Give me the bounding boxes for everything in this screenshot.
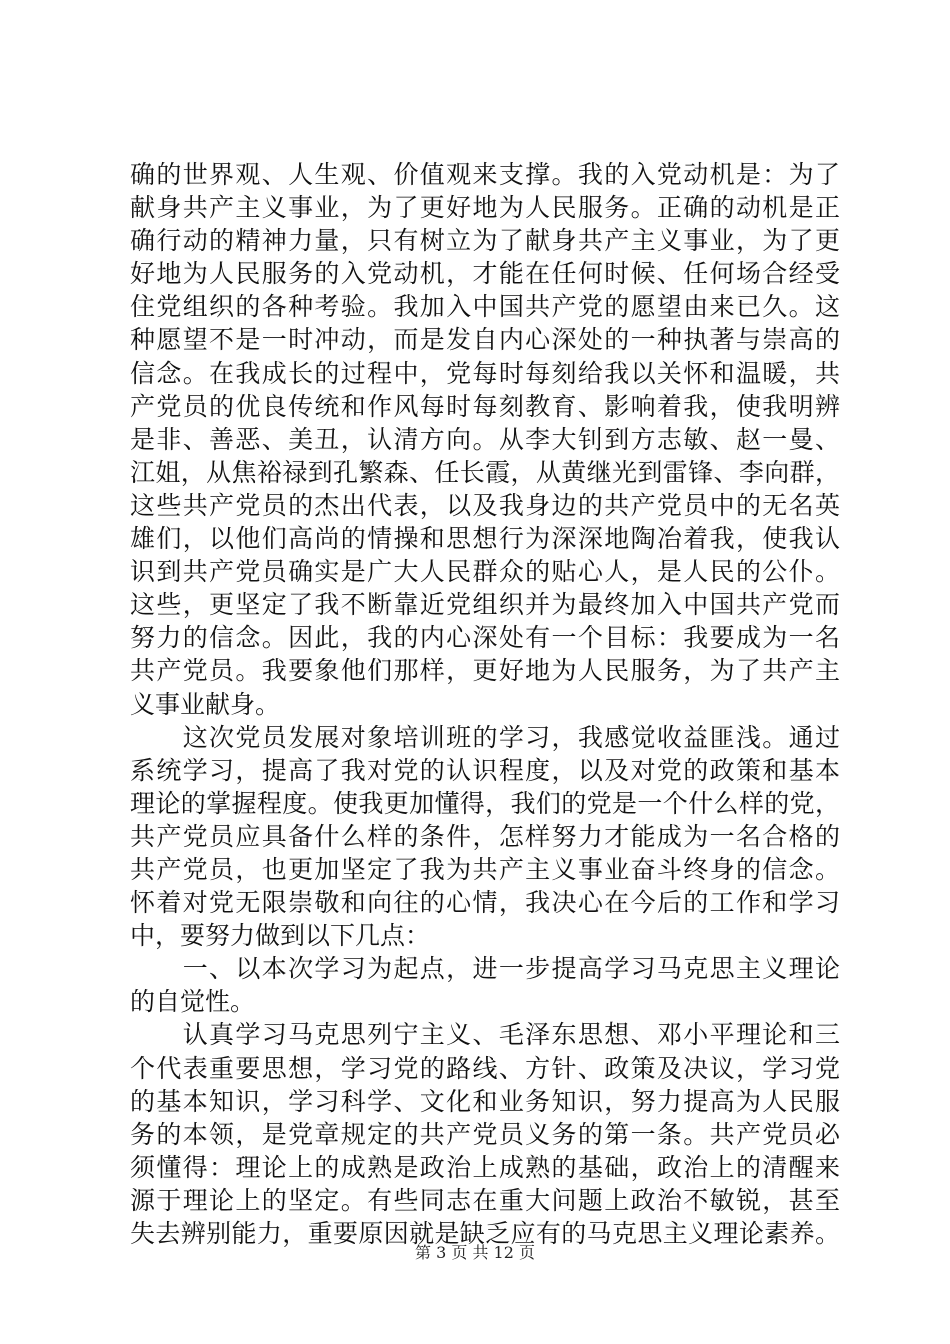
text-line: 的自觉性。 (130, 987, 256, 1017)
text-line: 江姐，从焦裕禄到孔繁森、任长霞，从黄继光到雷锋、李向群， (130, 457, 840, 487)
text-line: 的基本知识，学习科学、文化和业务知识，努力提高为人民服 (130, 1086, 840, 1116)
text-line: 确行动的精神力量，只有树立为了献身共产主义事业，为了更 (130, 226, 840, 256)
text-line: 是非、善恶、美丑，认清方向。从李大钊到方志敏、赵一曼、 (130, 424, 840, 454)
text-line: 信念。在我成长的过程中，党每时每刻给我以关怀和温暖，共 (130, 358, 840, 388)
text-line: 个代表重要思想，学习党的路线、方针、政策及决议，学习党 (130, 1053, 840, 1083)
text-line: 系统学习，提高了我对党的认识程度，以及对党的政策和基本 (130, 755, 840, 785)
text-line: 认真学习马克思列宁主义、毛泽东思想、邓小平理论和三 (130, 1020, 840, 1050)
text-line: 务的本领，是党章规定的共产党员义务的第一条。共产党员必 (130, 1119, 840, 1149)
text-line: 住党组织的各种考验。我加入中国共产党的愿望由来已久。这 (130, 292, 840, 322)
text-line: 共产党员应具备什么样的条件，怎样努力才能成为一名合格的 (130, 821, 840, 851)
text-line: 这些共产党员的杰出代表，以及我身边的共产党员中的无名英 (130, 490, 840, 520)
text-line: 努力的信念。因此，我的内心深处有一个目标：我要成为一名 (130, 623, 840, 653)
text-line: 雄们，以他们高尚的情操和思想行为深深地陶冶着我，使我认 (130, 524, 840, 554)
text-line: 须懂得：理论上的成熟是政治上成熟的基础，政治上的清醒来 (130, 1152, 840, 1182)
text-line: 这次党员发展对象培训班的学习，我感觉收益匪浅。通过 (130, 722, 840, 752)
text-line: 好地为人民服务的入党动机，才能在任何时候、任何场合经受 (130, 259, 840, 289)
text-line: 识到共产党员确实是广大人民群众的贴心人，是人民的公仆。 (130, 557, 840, 587)
text-line: 确的世界观、人生观、价值观来支撑。我的入党动机是：为了 (130, 160, 840, 189)
text-line: 源于理论上的坚定。有些同志在重大问题上政治不敏锐，甚至 (130, 1185, 840, 1215)
text-line: 共产党员。我要象他们那样，更好地为人民服务，为了共产主 (130, 656, 840, 686)
text-line: 中，要努力做到以下几点： (130, 921, 431, 951)
text-line: 产党员的优良传统和作风每时每刻教育、影响着我，使我明辨 (130, 391, 840, 421)
text-line: 共产党员，也更加坚定了我为共产主义事业奋斗终身的信念。 (130, 854, 840, 884)
text-line: 这些，更坚定了我不断靠近党组织并为最终加入中国共产党而 (130, 590, 840, 620)
text-line: 失去辨别能力，重要原因就是缺乏应有的马克思主义理论素养。 (130, 1219, 840, 1248)
text-line: 义事业献身。 (130, 689, 281, 719)
text-line: 种愿望不是一时冲动，而是发自内心深处的一种执著与崇高的 (130, 325, 840, 355)
text-line: 一、以本次学习为起点，进一步提高学习马克思主义理论 (130, 954, 840, 984)
text-line: 怀着对党无限崇敬和向往的心情，我决心在今后的工作和学习 (130, 888, 840, 918)
text-line: 献身共产主义事业，为了更好地为人民服务。正确的动机是正 (130, 193, 840, 223)
body-text (130, 158, 840, 1250)
text-line: 理论的掌握程度。使我更加懂得，我们的党是一个什么样的党， (130, 788, 840, 818)
page-footer: 第 3 页 共 12 页 (415, 1243, 535, 1262)
